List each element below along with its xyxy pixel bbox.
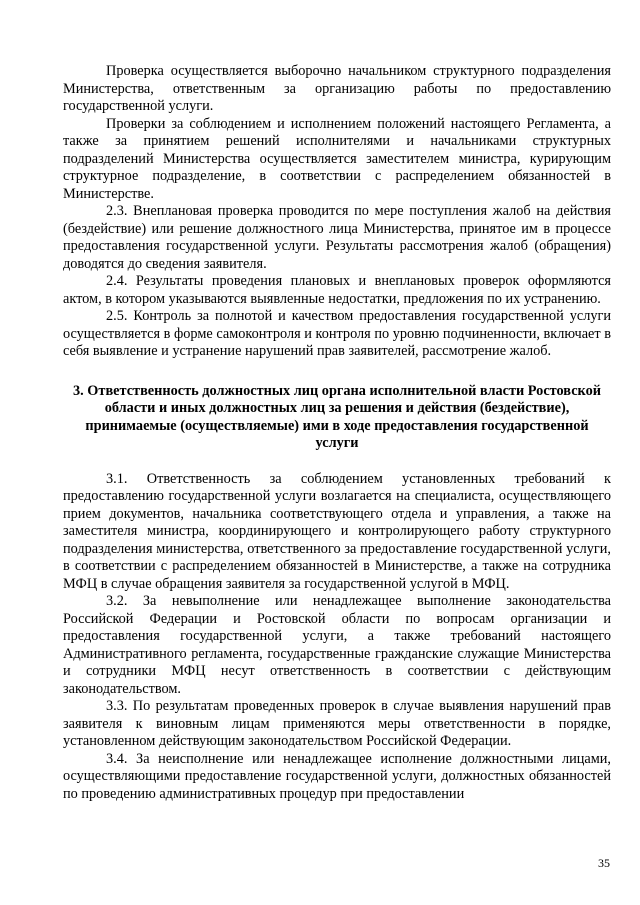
paragraph-inspection-compliance: Проверки за соблюдением и исполнением положений настоящего Регламента, а также за принятием решений исполнителями и начальниками структурных подразделений Министерства осуществляется заместителем министра, курирующим структурное подразделение, в соответствии с распределением обязанностей в Министерстве. <box>63 115 611 202</box>
paragraph-3-1: 3.1. Ответственность за соблюдением установленных требований к предоставлению государственной услуги возлагается на специалиста, осуществляющего прием документов, начальника соответствующего отдела и управления, а также на заместителя министра, координирующего и контролирующего работу структурного подразделения министерства, ответственного за предоставление государственной услуги, в соответствии с распределением обязанностей в Министерстве, а также на сотрудника МФЦ в случае обращения заявителя за государственной услугой в МФЦ. <box>63 470 611 592</box>
paragraph-2-5: 2.5. Контроль за полнотой и качеством предоставления государственной услуги осуществляется в форме самоконтроля и контроля по уровню подчиненности, включает в себя выявление и устранение нарушений прав заявителей, рассмотрение жалоб. <box>63 308 611 359</box>
paragraph-2-3: 2.3. Внеплановая проверка проводится по мере поступления жалоб на действия (бездействие) или решение должностного лица Министерства, принятое им в процессе предоставления государственной услуги. Результаты рассмотрения жалоб (обращения) доводятся до сведения заявителя. <box>63 203 611 272</box>
paragraph-3-4: 3.4. За неисполнение или ненадлежащее исполнение должностными лицами, осуществляющими предоставление государственной услуги, должностных обязанностей по проведению административных процедур при предоставлении <box>63 750 611 802</box>
paragraph-3-3: 3.3. По результатам проведенных проверок в случае выявления нарушений прав заявителя к виновным лицам применяются меры ответственности в порядке, установленном действующим законодательством Российской Федерации. <box>63 698 611 749</box>
section-heading: 3. Ответственность должностных лиц органа исполнительной власти Ростовской области и иных должностных лиц за решения и действия (бездействие), принимаемые (осуществляемые) ими в ходе предоставления государственной услуги <box>73 382 601 451</box>
paragraph-2-4: 2.4. Результаты проведения плановых и внеплановых проверок оформляются актом, в котором указываются выявленные недостатки, предложения по их устранению. <box>63 273 611 307</box>
paragraph-inspection-selective: Проверка осуществляется выборочно начальником структурного подразделения Министерства, ответственным за организацию работы по предоставлению государственной услуги. <box>63 63 611 114</box>
page-content <box>63 63 611 803</box>
page-number: 35 <box>598 856 610 870</box>
heading-spacer <box>63 453 611 471</box>
paragraph-3-2: 3.2. За невыполнение или ненадлежащее выполнение законодательства Российской Федерации и Ростовской области по вопросам организации и предоставления государственной услуги, а также требований настоящего Административного регламента, государственные гражданские служащие Министерства и сотрудники МФЦ несут ответственность в соответствии с действующим законодательством. <box>63 593 611 697</box>
